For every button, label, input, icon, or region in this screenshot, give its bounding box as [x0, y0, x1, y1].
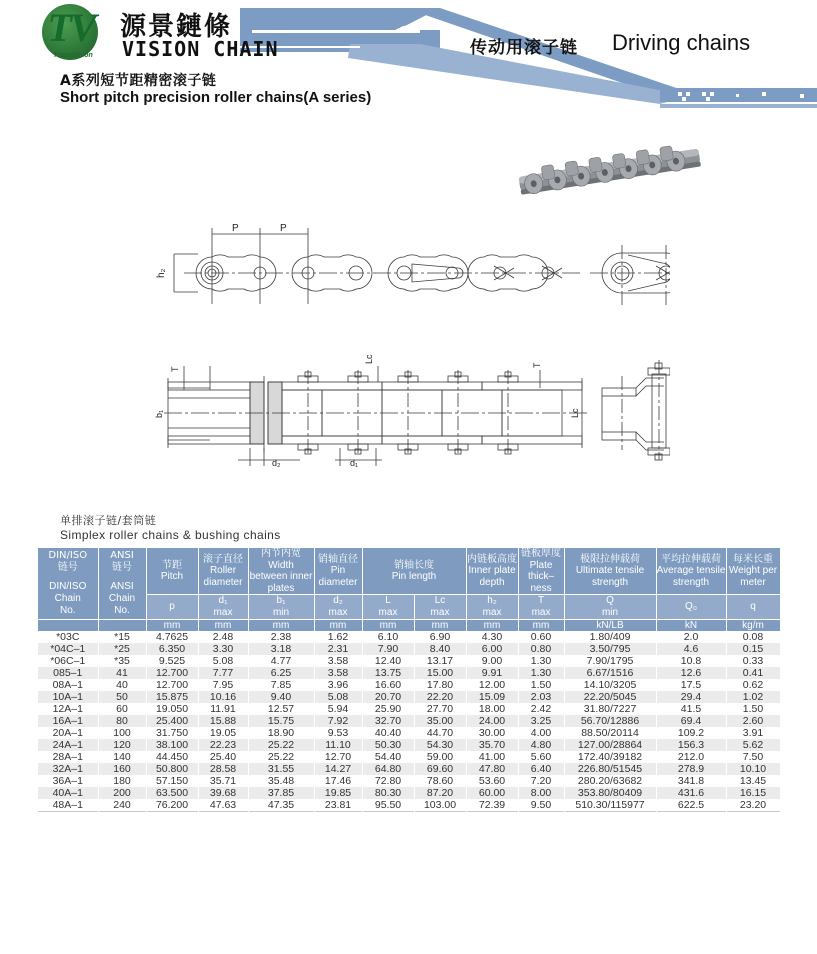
section-label-chinese: 传动用滚子链: [470, 38, 578, 58]
table-cell: 15.875: [146, 691, 198, 703]
table-cell: 3.25: [518, 715, 564, 727]
table-cell: 5.62: [726, 739, 780, 751]
table-cell: 12.700: [146, 667, 198, 679]
col-symbol-pin-length-lc: Lc max: [414, 595, 466, 620]
table-cell: 4.7625: [146, 631, 198, 643]
table-cell: 44.70: [414, 727, 466, 739]
table-cell: 9.50: [518, 799, 564, 812]
table-cell: 180: [98, 775, 146, 787]
table-cell: 5.08: [198, 655, 248, 667]
page-header: [0, 0, 817, 115]
table-cell: 278.9: [656, 763, 726, 775]
table-cell: 18.00: [466, 703, 518, 715]
col-symbol-plate-thickness: T max: [518, 595, 564, 620]
table-cell: 6.40: [518, 763, 564, 775]
table-cell: 2.03: [518, 691, 564, 703]
table-cell: 109.2: [656, 727, 726, 739]
table-cell: 29.4: [656, 691, 726, 703]
table-cell: 280.20/63682: [564, 775, 656, 787]
table-cell: 31.750: [146, 727, 198, 739]
table-cell: 13.45: [726, 775, 780, 787]
col-header-pitch: 节距 Pitch: [146, 548, 198, 595]
table-cell: 19.85: [314, 787, 362, 799]
table-cell: *04C–1: [38, 643, 98, 655]
col-header-pin-diameter: 销轴直径 Pin diameter: [314, 548, 362, 595]
table-cell: 16A–1: [38, 715, 98, 727]
table-cell: 15.00: [414, 667, 466, 679]
table-cell: 69.60: [414, 763, 466, 775]
table-cell: 3.18: [248, 643, 314, 655]
table-cell: 56.70/12886: [564, 715, 656, 727]
table-cell: 64.80: [362, 763, 414, 775]
col-header-inner-plate-depth: 内链板高度 Inner plate depth: [466, 548, 518, 595]
table-cell: 3.96: [314, 679, 362, 691]
table-cell: 622.5: [656, 799, 726, 812]
table-cell: 31.55: [248, 763, 314, 775]
table-cell: 50.800: [146, 763, 198, 775]
table-cell: 13.17: [414, 655, 466, 667]
table-cell: 2.31: [314, 643, 362, 655]
table-cell: 25.400: [146, 715, 198, 727]
table-cell: 1.30: [518, 655, 564, 667]
table-cell: 0.15: [726, 643, 780, 655]
col-unit-weight-per-meter: kg/m: [726, 620, 780, 632]
table-cell: 6.10: [362, 631, 414, 643]
table-cell: 41.5: [656, 703, 726, 715]
table-cell: 60.00: [466, 787, 518, 799]
table-row: [38, 715, 780, 727]
table-row: [38, 679, 780, 691]
table-cell: 87.20: [414, 787, 466, 799]
table-cell: 13.75: [362, 667, 414, 679]
header-row-titles: [38, 548, 780, 595]
table-cell: 212.0: [656, 751, 726, 763]
table-cell: 28A–1: [38, 751, 98, 763]
table-cell: 72.80: [362, 775, 414, 787]
brand-name-chinese: 源景鏈條: [120, 12, 233, 42]
table-cell: 9.525: [146, 655, 198, 667]
label-lc-top: Lc: [364, 354, 374, 364]
table-row: [38, 643, 780, 655]
table-cell: 14.27: [314, 763, 362, 775]
col-symbol-ultimate-tensile: Q min: [564, 595, 656, 620]
label-b1: b₁: [154, 409, 164, 418]
table-cell: 27.70: [414, 703, 466, 715]
table-cell: 12.00: [466, 679, 518, 691]
table-cell: 10A–1: [38, 691, 98, 703]
table-cell: 17.46: [314, 775, 362, 787]
table-cell: 60: [98, 703, 146, 715]
col-header-roller-diameter: 滚子直径 Roller diameter: [198, 548, 248, 595]
table-row: [38, 799, 780, 812]
table-cell: 6.350: [146, 643, 198, 655]
table-cell: 36A–1: [38, 775, 98, 787]
table-cell: 0.60: [518, 631, 564, 643]
table-cell: 48A–1: [38, 799, 98, 812]
table-cell: 4.00: [518, 727, 564, 739]
table-cell: *15: [98, 631, 146, 643]
col-unit-ultimate-tensile: kN/LB: [564, 620, 656, 632]
table-cell: 54.40: [362, 751, 414, 763]
table-cell: 9.53: [314, 727, 362, 739]
logo-subtext: TransVision: [53, 52, 93, 59]
table-cell: 9.00: [466, 655, 518, 667]
brand-name-english: VISION CHAIN: [122, 37, 279, 61]
table-row: [38, 631, 780, 643]
table-cell: 32A–1: [38, 763, 98, 775]
table-cell: 14.10/3205: [564, 679, 656, 691]
table-cell: 4.6: [656, 643, 726, 655]
table-cell: 353.80/80409: [564, 787, 656, 799]
table-cell: 2.60: [726, 715, 780, 727]
table-cell: 2.38: [248, 631, 314, 643]
table-cell: 7.77: [198, 667, 248, 679]
table-cell: 7.90: [362, 643, 414, 655]
table-cell: 431.6: [656, 787, 726, 799]
table-cell: 7.95: [198, 679, 248, 691]
col-unit-pitch: mm: [146, 620, 198, 632]
table-cell: 20A–1: [38, 727, 98, 739]
table-cell: 16.15: [726, 787, 780, 799]
table-cell: 17.80: [414, 679, 466, 691]
table-cell: 4.77: [248, 655, 314, 667]
table-cell: 12.70: [314, 751, 362, 763]
table-cell: 35.71: [198, 775, 248, 787]
table-cell: 085–1: [38, 667, 98, 679]
table-cell: 7.50: [726, 751, 780, 763]
table-row: [38, 775, 780, 787]
table-cell: 44.450: [146, 751, 198, 763]
label-d2: d₂: [272, 458, 281, 468]
table-cell: 30.00: [466, 727, 518, 739]
col-unit-roller-diameter: mm: [198, 620, 248, 632]
col-unit-average-tensile: kN: [656, 620, 726, 632]
col-symbol-average-tensile: Q₀: [656, 595, 726, 620]
table-cell: 3.30: [198, 643, 248, 655]
table-cell: *35: [98, 655, 146, 667]
company-logo: [36, 4, 106, 66]
table-row: [38, 751, 780, 763]
table-cell: 9.40: [248, 691, 314, 703]
table-cell: 12.40: [362, 655, 414, 667]
col-symbol-pitch: p: [146, 595, 198, 620]
col-header-weight-per-meter: 每米长重 Weight per meter: [726, 548, 780, 595]
table-cell: 510.30/115977: [564, 799, 656, 812]
table-cell: 6.67/1516: [564, 667, 656, 679]
table-cell: 41: [98, 667, 146, 679]
label-pitch-p2: P: [280, 223, 287, 234]
table-cell: 226.80/51545: [564, 763, 656, 775]
table-row: [38, 763, 780, 775]
table-cell: *06C–1: [38, 655, 98, 667]
col-symbol-pin-diameter: d₂ max: [314, 595, 362, 620]
table-cell: 59.00: [414, 751, 466, 763]
roller-chain-spec-table: [38, 548, 781, 812]
table-cell: 1.30: [518, 667, 564, 679]
table-cell: 3.58: [314, 655, 362, 667]
col-unit-plate-thickness: mm: [518, 620, 564, 632]
table-cell: 100: [98, 727, 146, 739]
label-lc-right: Lc: [570, 408, 580, 418]
table-cell: 47.63: [198, 799, 248, 812]
table-cell: 19.05: [198, 727, 248, 739]
col-unit-inner-plate-depth: mm: [466, 620, 518, 632]
table-cell: 24A–1: [38, 739, 98, 751]
col-symbol-weight-per-meter: q: [726, 595, 780, 620]
table-cell: 50: [98, 691, 146, 703]
table-cell: 1.80/409: [564, 631, 656, 643]
table-cell: 5.08: [314, 691, 362, 703]
table-head: [38, 548, 780, 631]
table-cell: 3.91: [726, 727, 780, 739]
table-cell: 15.09: [466, 691, 518, 703]
logo-tv-mark: TV: [47, 5, 95, 50]
table-caption-english: Simplex roller chains & bushing chains: [60, 528, 281, 542]
table-cell: 0.62: [726, 679, 780, 691]
table-cell: 40.40: [362, 727, 414, 739]
table-cell: 140: [98, 751, 146, 763]
table-cell: 7.92: [314, 715, 362, 727]
table-cell: 9.91: [466, 667, 518, 679]
table-cell: 25.90: [362, 703, 414, 715]
table-cell: 200: [98, 787, 146, 799]
table-cell: 22.23: [198, 739, 248, 751]
table-cell: *03C: [38, 631, 98, 643]
table-cell: 7.20: [518, 775, 564, 787]
table-row: [38, 739, 780, 751]
table-cell: 8.00: [518, 787, 564, 799]
table-cell: 16.60: [362, 679, 414, 691]
table-row: [38, 655, 780, 667]
table-cell: 12A–1: [38, 703, 98, 715]
col-unit-pin-length-lc: mm: [414, 620, 466, 632]
table-cell: 17.5: [656, 679, 726, 691]
col-header-ansi: ANSI 链号 ANSI Chain No.: [98, 548, 146, 620]
col-header-width-inner-plates: 内节内宽 Width between inner plates: [249, 548, 313, 594]
table-cell: 156.3: [656, 739, 726, 751]
table-cell: 0.08: [726, 631, 780, 643]
table-cell: 3.50/795: [564, 643, 656, 655]
table-cell: 50.30: [362, 739, 414, 751]
col-header-din-iso: DIN/ISO 链号 DIN/ISO Chain No.: [38, 548, 98, 620]
table-cell: 23.20: [726, 799, 780, 812]
table-row: [38, 691, 780, 703]
table-cell: 22.20/5045: [564, 691, 656, 703]
table-cell: 15.75: [248, 715, 314, 727]
table-cell: 10.10: [726, 763, 780, 775]
table-cell: 20.70: [362, 691, 414, 703]
col-header-ultimate-tensile: 极限拉伸载荷 Ultimate tensile strength: [564, 548, 656, 595]
table-caption-chinese: 单排滚子链/套筒链: [60, 514, 157, 527]
table-cell: 28.58: [198, 763, 248, 775]
table-cell: 2.42: [518, 703, 564, 715]
table-cell: 1.50: [518, 679, 564, 691]
table-cell: 72.39: [466, 799, 518, 812]
table-row: [38, 667, 780, 679]
table-cell: 39.68: [198, 787, 248, 799]
chain-side-view-diagram: [150, 212, 670, 342]
table-row: [38, 787, 780, 799]
table-cell: 40A–1: [38, 787, 98, 799]
table-cell: 4.30: [466, 631, 518, 643]
table-cell: 35.00: [414, 715, 466, 727]
col-unit-pin-diameter: mm: [314, 620, 362, 632]
table-cell: 103.00: [414, 799, 466, 812]
table-cell: 341.8: [656, 775, 726, 787]
col-unit-ansi: [98, 620, 146, 632]
table-cell: 41.00: [466, 751, 518, 763]
table-cell: 127.00/28864: [564, 739, 656, 751]
table-cell: 5.94: [314, 703, 362, 715]
table-cell: 69.4: [656, 715, 726, 727]
label-t-right: T: [532, 362, 542, 368]
chain-top-view-diagram: [150, 348, 670, 478]
table-cell: 35.70: [466, 739, 518, 751]
table-cell: 120: [98, 739, 146, 751]
table-cell: 95.50: [362, 799, 414, 812]
table-cell: 63.500: [146, 787, 198, 799]
table-cell: 80.30: [362, 787, 414, 799]
table-row: [38, 727, 780, 739]
table-cell: 7.85: [248, 679, 314, 691]
label-t-left: T: [170, 366, 180, 372]
page-title-chinese: A系列短节距精密滚子链: [60, 73, 217, 89]
table-cell: 1.62: [314, 631, 362, 643]
table-cell: 24.00: [466, 715, 518, 727]
label-h2: h₂: [156, 268, 167, 278]
table-cell: 08A–1: [38, 679, 98, 691]
col-symbol-roller-diameter: d₁ max: [198, 595, 248, 620]
table-cell: 240: [98, 799, 146, 812]
table-cell: 25.40: [198, 751, 248, 763]
table-cell: 76.200: [146, 799, 198, 812]
section-label-english: Driving chains: [612, 30, 751, 55]
col-unit-din-iso: [38, 620, 98, 632]
table-cell: 54.30: [414, 739, 466, 751]
table-cell: 6.25: [248, 667, 314, 679]
table-cell: 0.80: [518, 643, 564, 655]
label-d1: d₁: [350, 458, 359, 468]
table-cell: 18.90: [248, 727, 314, 739]
table-cell: 25.22: [248, 751, 314, 763]
table-cell: 31.80/7227: [564, 703, 656, 715]
table-cell: 38.100: [146, 739, 198, 751]
table-cell: 19.050: [146, 703, 198, 715]
table-cell: 23.81: [314, 799, 362, 812]
table-cell: 11.10: [314, 739, 362, 751]
table-cell: 172.40/39182: [564, 751, 656, 763]
col-header-average-tensile: 平均拉伸载荷 Average tensile strength: [656, 548, 726, 595]
table-body: [38, 631, 780, 812]
table-cell: 12.6: [656, 667, 726, 679]
table-cell: 32.70: [362, 715, 414, 727]
table-cell: 25.22: [248, 739, 314, 751]
col-header-plate-thickness: 链板厚度 Plate thick–ness: [518, 548, 564, 595]
table-cell: 22.20: [414, 691, 466, 703]
table-cell: 5.60: [518, 751, 564, 763]
table-cell: 47.35: [248, 799, 314, 812]
spec-table-container: [38, 548, 780, 812]
table-cell: 10.8: [656, 655, 726, 667]
col-symbol-width-inner-plates: b₁ min: [248, 595, 314, 620]
header-row-symbols: [38, 595, 780, 620]
table-cell: 7.90/1795: [564, 655, 656, 667]
table-cell: 78.60: [414, 775, 466, 787]
col-symbol-inner-plate-depth: h₂ max: [466, 595, 518, 620]
table-cell: 2.48: [198, 631, 248, 643]
table-cell: 40: [98, 679, 146, 691]
table-cell: 6.90: [414, 631, 466, 643]
table-cell: 1.50: [726, 703, 780, 715]
table-cell: 12.700: [146, 679, 198, 691]
label-pitch-p1: P: [232, 223, 239, 234]
table-cell: 57.150: [146, 775, 198, 787]
table-cell: 53.60: [466, 775, 518, 787]
col-unit-width-inner-plates: mm: [248, 620, 314, 632]
col-symbol-pin-length-l: L max: [362, 595, 414, 620]
table-cell: *25: [98, 643, 146, 655]
table-cell: 1.02: [726, 691, 780, 703]
col-header-pin-length: 销轴长度 Pin length: [362, 548, 466, 595]
table-cell: 80: [98, 715, 146, 727]
table-cell: 12.57: [248, 703, 314, 715]
table-cell: 2.0: [656, 631, 726, 643]
table-cell: 47.80: [466, 763, 518, 775]
table-cell: 4.80: [518, 739, 564, 751]
table-cell: 37.85: [248, 787, 314, 799]
table-cell: 3.58: [314, 667, 362, 679]
table-row: [38, 703, 780, 715]
table-cell: 88.50/20114: [564, 727, 656, 739]
table-cell: 8.40: [414, 643, 466, 655]
table-cell: 11.91: [198, 703, 248, 715]
table-cell: 35.48: [248, 775, 314, 787]
table-cell: 6.00: [466, 643, 518, 655]
table-cell: 160: [98, 763, 146, 775]
table-cell: 0.33: [726, 655, 780, 667]
col-unit-pin-length-l: mm: [362, 620, 414, 632]
table-cell: 10.16: [198, 691, 248, 703]
table-cell: 0.41: [726, 667, 780, 679]
table-cell: 15.88: [198, 715, 248, 727]
header-row-units: [38, 620, 780, 632]
product-photo-roller-chain: [505, 142, 723, 204]
page-title-english: Short pitch precision roller chains(A series): [60, 89, 372, 106]
